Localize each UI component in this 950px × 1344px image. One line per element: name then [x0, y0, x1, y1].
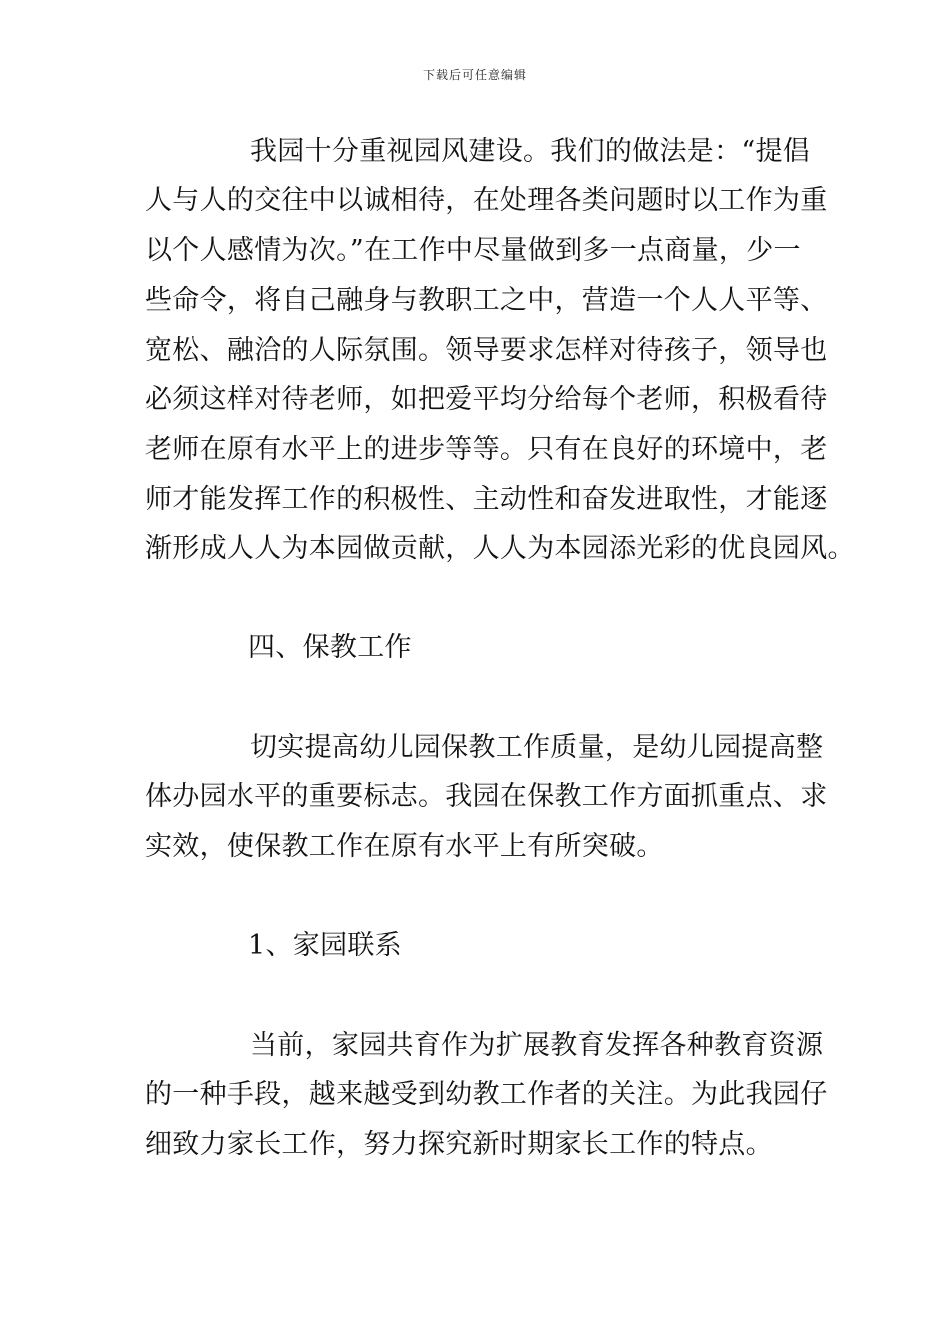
- paragraph-line: 体办园水平的重要标志。我园在保教工作方面抓重点、求: [145, 781, 828, 812]
- paragraph-line: 老师在原有水平上的进步等等。只有在良好的环境中，老: [145, 434, 828, 465]
- paragraph-line: 实效，使保教工作在原有水平上有所突破。: [145, 831, 664, 862]
- section-heading: 四、保教工作: [248, 632, 412, 663]
- paragraph-line: 些命令，将自己融身与教职工之中，营造一个人人平等、: [145, 285, 828, 316]
- paragraph-line: 师才能发挥工作的积极性、主动性和奋发进取性，才能逐: [145, 484, 828, 515]
- paragraph-line: 当前，家园共育作为扩展教育发挥各种教育资源: [250, 1030, 824, 1061]
- paragraph-line: 的一种手段，越来越受到幼教工作者的关注。为此我园仔: [145, 1079, 828, 1110]
- paragraph-line: 我园十分重视园风建设。我们的做法是：“提倡: [250, 136, 811, 167]
- paragraph-line: 渐形成人人为本园做贡献，人人为本园添光彩的优良园风。: [145, 533, 855, 564]
- paragraph-line: 细致力家长工作，努力探究新时期家长工作的特点。: [145, 1129, 773, 1160]
- paragraph-line: 宽松、融洽的人际氛围。领导要求怎样对待孩子，领导也: [145, 335, 828, 366]
- paragraph-line: 以个人感情为次。”在工作中尽量做到多一点商量，少一: [145, 235, 801, 266]
- paragraph-line: 切实提高幼儿园保教工作质量，是幼儿园提高整: [250, 732, 824, 763]
- page-header-note: 下载后可任意编辑: [422, 68, 527, 82]
- subsection-heading: 1、家园联系: [248, 930, 402, 961]
- paragraph-line: 人与人的交往中以诚相待，在处理各类问题时以工作为重: [145, 185, 828, 216]
- paragraph-line: 必须这样对待老师，如把爱平均分给每个老师，积极看待: [145, 384, 828, 415]
